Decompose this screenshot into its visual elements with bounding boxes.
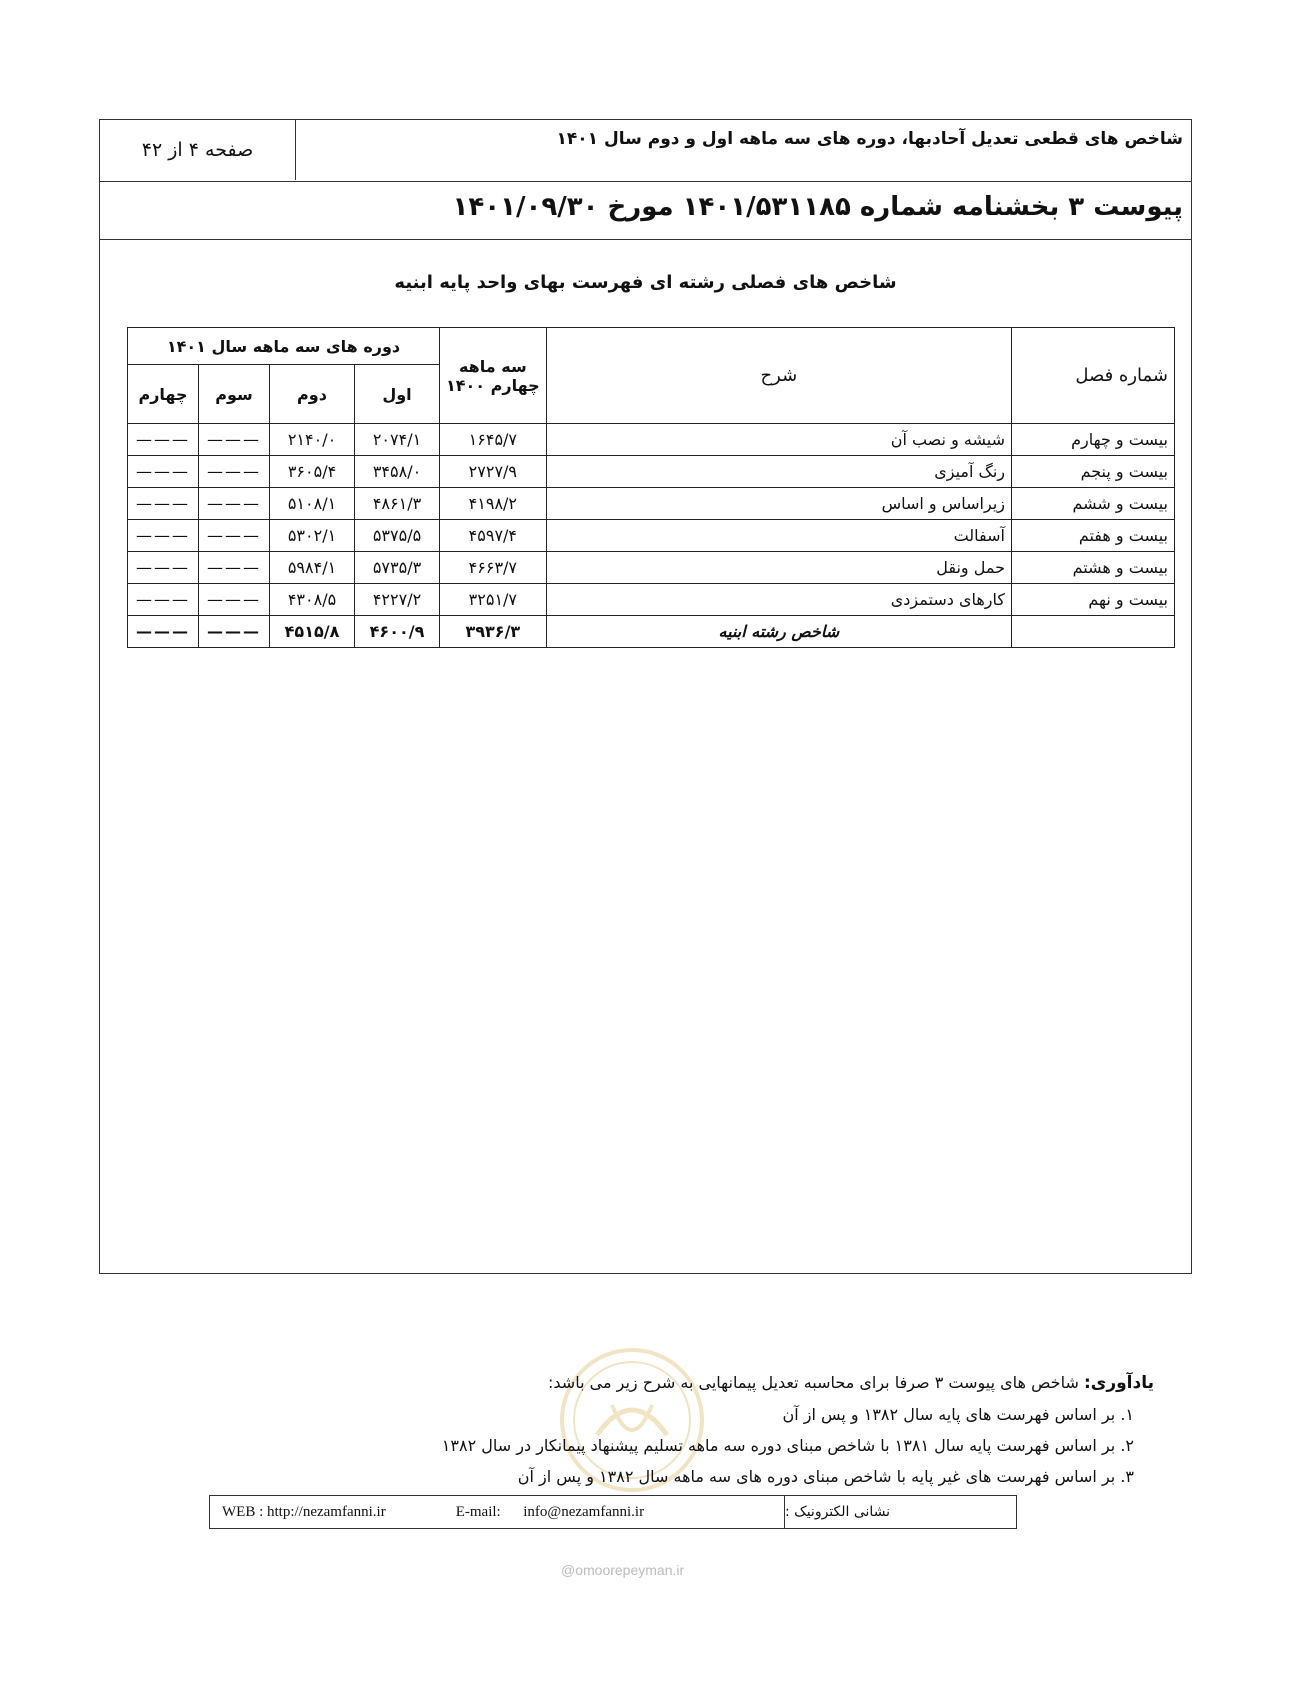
notes-section xyxy=(394,1367,1154,1492)
cell-q3: ——— xyxy=(199,552,270,584)
cell-q2: ۵۹۸۴/۱ xyxy=(270,552,355,584)
page-number: صفحه ۴ از ۴۲ xyxy=(100,120,296,180)
header-chapter: شماره فصل xyxy=(1012,328,1175,424)
address-label: نشانی الکترونیک : xyxy=(784,1496,1016,1528)
cell-base: ۳۲۵۱/۷ xyxy=(440,584,547,616)
table-row xyxy=(128,488,1175,520)
cell-q2: ۵۳۰۲/۱ xyxy=(270,520,355,552)
watermark-text: @omoorepeyman.ir xyxy=(561,1562,685,1578)
cell-base: ۴۶۶۳/۷ xyxy=(440,552,547,584)
cell-total-base: ۳۹۳۶/۳ xyxy=(440,616,547,648)
document-frame xyxy=(99,119,1192,1274)
cell-chapter: بیست و هشتم xyxy=(1012,552,1175,584)
cell-chapter: بیست و پنجم xyxy=(1012,456,1175,488)
total-row xyxy=(128,616,1175,648)
cell-desc: حمل ونقل xyxy=(546,552,1011,584)
cell-q4: ——— xyxy=(128,552,199,584)
cell-chapter: بیست و هفتم xyxy=(1012,520,1175,552)
web-link[interactable]: WEB : http://nezamfanni.ir xyxy=(222,1503,386,1520)
cell-q4: ——— xyxy=(128,488,199,520)
header-group: دوره های سه ماهه سال ۱۴۰۱ xyxy=(128,328,440,365)
cell-desc: شیشه و نصب آن xyxy=(546,424,1011,456)
cell-desc: رنگ آمیزی xyxy=(546,456,1011,488)
cell-q2: ۵۱۰۸/۱ xyxy=(270,488,355,520)
header-q1: اول xyxy=(355,365,440,424)
email-link[interactable]: info@nezamfanni.ir xyxy=(523,1503,645,1520)
cell-desc: زیراساس و اساس xyxy=(546,488,1011,520)
notes-label: یادآوری: xyxy=(1083,1373,1154,1393)
cell-total-desc: شاخص رشته ابنیه xyxy=(546,616,1011,648)
notes-intro-line xyxy=(394,1367,1154,1399)
cell-q4: ——— xyxy=(128,584,199,616)
circular-title: پیوست ۳ بخشنامه شماره ۱۴۰۱/۵۳۱۱۸۵ مورخ ۱۴۰۱/۰۹/۳۰ xyxy=(452,192,1183,222)
table-row xyxy=(128,456,1175,488)
note-item: ۳. بر اساس فهرست های غیر پایه با شاخص مبنای دوره های سه ماهه سال ۱۳۸۲ و پس از آن xyxy=(517,1467,1134,1486)
cell-q4: ——— xyxy=(128,520,199,552)
footer-links xyxy=(210,1496,784,1528)
section-title: شاخص های فصلی رشته ای فهرست بهای واحد پایه ابنیه xyxy=(394,272,897,293)
cell-chapter: بیست و نهم xyxy=(1012,584,1175,616)
cell-q3: ——— xyxy=(199,424,270,456)
table-row xyxy=(128,520,1175,552)
cell-base: ۱۶۴۵/۷ xyxy=(440,424,547,456)
header-row xyxy=(100,120,1191,182)
table-row xyxy=(128,584,1175,616)
notes-intro: شاخص های پیوست ۳ صرفا برای محاسبه تعدیل پیمانهایی به شرح زیر می باشد: xyxy=(548,1373,1079,1392)
cell-desc: کارهای دستمزدی xyxy=(546,584,1011,616)
header-base-line2: چهارم ۱۴۰۰ xyxy=(446,375,540,395)
cell-q1: ۵۳۷۵/۵ xyxy=(355,520,440,552)
note-item: ۲. بر اساس فهرست پایه سال ۱۳۸۱ با شاخص مبنای دوره سه ماهه تسلیم پیشنهاد پیمانکار در سال ۱۳۸۲ xyxy=(441,1436,1134,1455)
cell-chapter-empty xyxy=(1012,616,1175,648)
cell-q4: ——— xyxy=(128,424,199,456)
header-q3: سوم xyxy=(199,365,270,424)
table-row xyxy=(128,552,1175,584)
cell-chapter: بیست و ششم xyxy=(1012,488,1175,520)
note-item: ۱. بر اساس فهرست های پایه سال ۱۳۸۲ و پس از آن xyxy=(782,1405,1134,1424)
header-q4: چهارم xyxy=(128,365,199,424)
header-base-quarter xyxy=(440,328,547,424)
cell-q1: ۲۰۷۴/۱ xyxy=(355,424,440,456)
cell-q3: ——— xyxy=(199,520,270,552)
cell-q1: ۳۴۵۸/۰ xyxy=(355,456,440,488)
cell-total-q3: ——— xyxy=(199,616,270,648)
cell-q3: ——— xyxy=(199,488,270,520)
table-row xyxy=(128,424,1175,456)
cell-q4: ——— xyxy=(128,456,199,488)
cell-total-q4: ——— xyxy=(128,616,199,648)
notes-list xyxy=(394,1399,1154,1492)
cell-chapter: بیست و چهارم xyxy=(1012,424,1175,456)
document-title: شاخص های قطعی تعدیل آحادبها، دوره های سه ماهه اول و دوم سال ۱۴۰۱ xyxy=(556,129,1183,149)
cell-q2: ۴۳۰۸/۵ xyxy=(270,584,355,616)
cell-base: ۴۱۹۸/۲ xyxy=(440,488,547,520)
cell-total-q1: ۴۶۰۰/۹ xyxy=(355,616,440,648)
circular-row xyxy=(100,182,1191,240)
email-group xyxy=(456,1504,644,1521)
cell-base: ۴۵۹۷/۴ xyxy=(440,520,547,552)
header-desc: شرح xyxy=(546,328,1011,424)
cell-q1: ۵۷۳۵/۳ xyxy=(355,552,440,584)
index-table xyxy=(127,327,1175,648)
header-q2: دوم xyxy=(270,365,355,424)
cell-q3: ——— xyxy=(199,584,270,616)
cell-q3: ——— xyxy=(199,456,270,488)
cell-q1: ۴۸۶۱/۳ xyxy=(355,488,440,520)
cell-q2: ۲۱۴۰/۰ xyxy=(270,424,355,456)
cell-base: ۲۷۲۷/۹ xyxy=(440,456,547,488)
cell-desc: آسفالت xyxy=(546,520,1011,552)
email-label: E-mail: xyxy=(455,1503,501,1520)
footer-contact xyxy=(209,1495,1017,1529)
cell-q2: ۳۶۰۵/۴ xyxy=(270,456,355,488)
cell-q1: ۴۲۲۷/۲ xyxy=(355,584,440,616)
header-base-line1: سه ماهه xyxy=(458,356,527,376)
cell-total-q2: ۴۵۱۵/۸ xyxy=(270,616,355,648)
